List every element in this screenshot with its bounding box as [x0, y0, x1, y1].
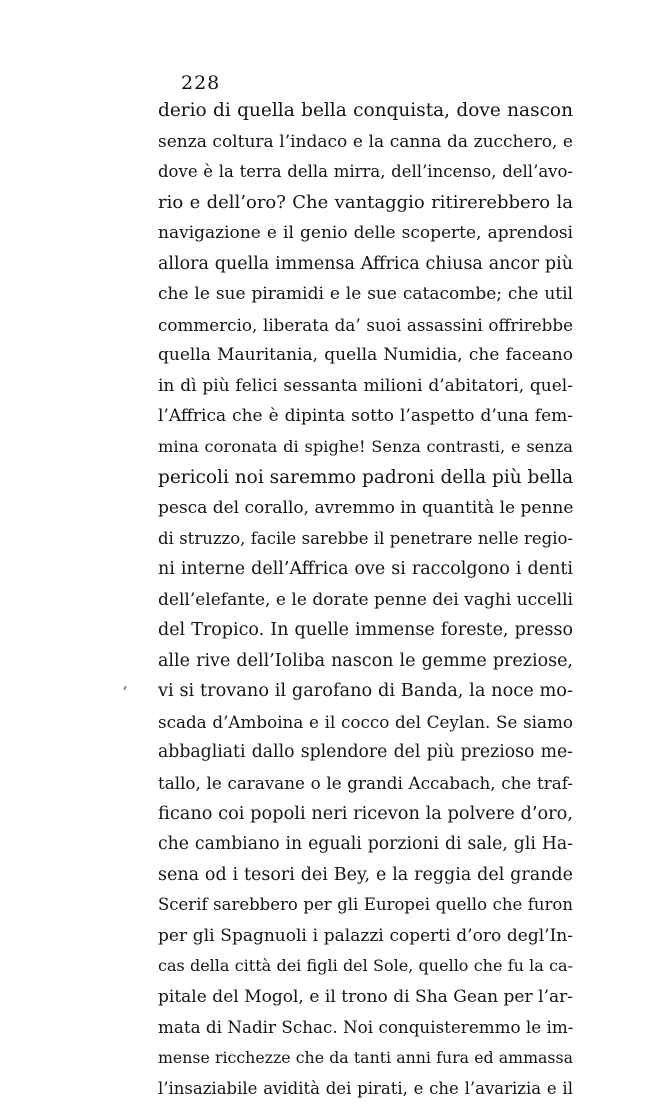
text-line: che le sue piramidi e le sue catacombe; che util: [158, 279, 573, 310]
text-line: l’Affrica che è dipinta sotto l’aspetto d’una fem-: [158, 401, 573, 432]
text-line: del Tropico. In quelle immense foreste, presso: [158, 615, 573, 646]
text-line: scada d’Amboina e il cocco del Ceylan. Se siamo: [158, 707, 573, 738]
text-line: vi si trovano il garofano di Banda, la noce mo-: [158, 676, 573, 707]
text-line: Scerif sarebbero per gli Europei quello che furon: [158, 890, 573, 921]
print-speck: [123, 686, 126, 690]
text-line: di struzzo, facile sarebbe il penetrare nelle regio-: [158, 524, 573, 555]
text-line: quella Mauritania, quella Numidia, che faceano: [158, 340, 573, 371]
text-line: mata di Nadir Schac. Noi conquisteremmo le im-: [158, 1012, 573, 1043]
text-line: dell’elefante, e le dorate penne dei vaghi uccelli: [158, 585, 573, 616]
page-number: 228: [181, 72, 220, 94]
text-line: dove è la terra della mirra, dell’incenso, dell’avo-: [158, 157, 573, 188]
text-line: abbagliati dallo splendore del più prezioso me-: [158, 737, 573, 768]
text-line: pesca del corallo, avremmo in quantità le penne: [158, 493, 573, 524]
text-line: ficano coi popoli neri ricevon la polvere d’oro,: [158, 799, 573, 830]
text-line: tallo, le caravane o le grandi Accabach, che traf-: [158, 768, 573, 799]
text-line: ni interne dell’Affrica ove si raccolgono i denti: [158, 554, 573, 585]
text-line: commercio, liberata da’ suoi assassini offrirebbe: [158, 310, 573, 341]
text-line: rio e dell’oro? Che vantaggio ritirerebbero la: [158, 188, 573, 219]
text-line: navigazione e il genio delle scoperte, aprendosi: [158, 218, 573, 249]
text-line: mina coronata di spighe! Senza contrasti, e senza: [158, 432, 573, 463]
text-line: cas della città dei figli del Sole, quello che fu la ca-: [158, 951, 573, 982]
text-line: alle rive dell’Ioliba nascon le gemme preziose,: [158, 646, 573, 677]
text-line: per gli Spagnuoli i palazzi coperti d’oro degl’In-: [158, 921, 573, 952]
text-line: che cambiano in eguali porzioni di sale, gli Ha-: [158, 829, 573, 860]
text-line: sena od i tesori dei Bey, e la reggia del grande: [158, 860, 573, 891]
text-line: senza coltura l’indaco e la canna da zucchero, e: [158, 127, 573, 158]
text-line: l’insaziabile avidità dei pirati, e che l’avarizia e il: [158, 1074, 573, 1104]
text-line: derio di quella bella conquista, dove nascon: [158, 96, 573, 127]
text-line: in dì più felici sessanta milioni d’abitatori, quel-: [158, 371, 573, 402]
text-line: pitale del Mogol, e il trono di Sha Gean per l’ar-: [158, 982, 573, 1013]
text-line: mense ricchezze che da tanti anni fura ed ammassa: [158, 1043, 573, 1074]
body-text: [158, 96, 573, 1104]
text-line: allora quella immensa Affrica chiusa ancor più: [158, 249, 573, 280]
text-line: pericoli noi saremmo padroni della più bella: [158, 463, 573, 494]
